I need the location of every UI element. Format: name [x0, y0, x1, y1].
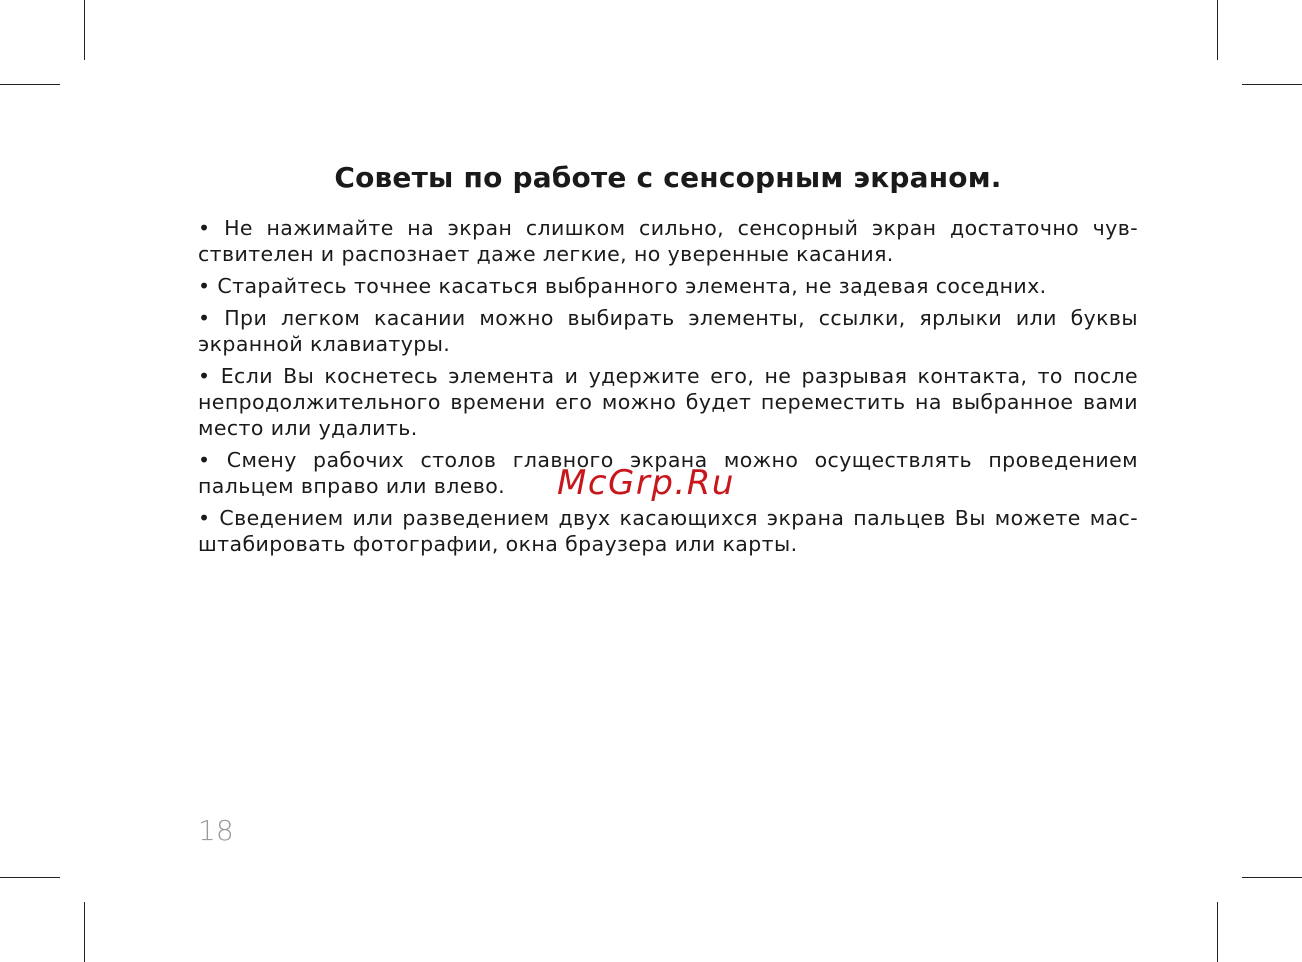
crop-mark-bottom-right-horizontal: [1242, 877, 1302, 878]
tip-paragraph-3: • При легком касании можно выбирать элементы, ссылки, ярлыки или буквы экранной клавиатуры.: [198, 306, 1138, 356]
crop-mark-top-right-vertical: [1217, 0, 1218, 60]
page-title: Советы по работе с сенсорным экраном.: [334, 161, 1002, 194]
crop-mark-top-left-vertical: [84, 0, 85, 60]
watermark: McGrp.Ru: [557, 463, 735, 503]
tip-paragraph-2: • Старайтесь точнее касаться выбранного элемента, не задевая соседних.: [198, 274, 1047, 298]
tip-paragraph-6: • Сведением или разведением двух касающихся экрана пальцев Вы можете мас-штабировать фотографии, окна браузера или карты.: [198, 506, 1138, 556]
tip-paragraph-4: • Если Вы коснетесь элемента и удержите его, не разрывая контакта, то после непродолжительного времени его можно будет переместить на выбранное вами место или удалить.: [198, 364, 1138, 440]
crop-mark-bottom-left-horizontal: [0, 877, 60, 878]
crop-mark-bottom-right-vertical: [1217, 902, 1218, 962]
crop-mark-bottom-left-vertical: [84, 902, 85, 962]
tip-paragraph-5: • Смену рабочих столов главного экрана можно осуществлять проведением пальцем вправо или влево.: [198, 448, 1138, 498]
crop-mark-top-left-horizontal: [0, 84, 60, 85]
page-number: 18: [198, 814, 234, 847]
tips-list: [198, 215, 1138, 563]
tip-paragraph-1: • Не нажимайте на экран слишком сильно, сенсорный экран достаточно чув-ствителен и распознает даже легкие, но уверенные касания.: [198, 216, 1138, 266]
crop-mark-top-right-horizontal: [1242, 84, 1302, 85]
